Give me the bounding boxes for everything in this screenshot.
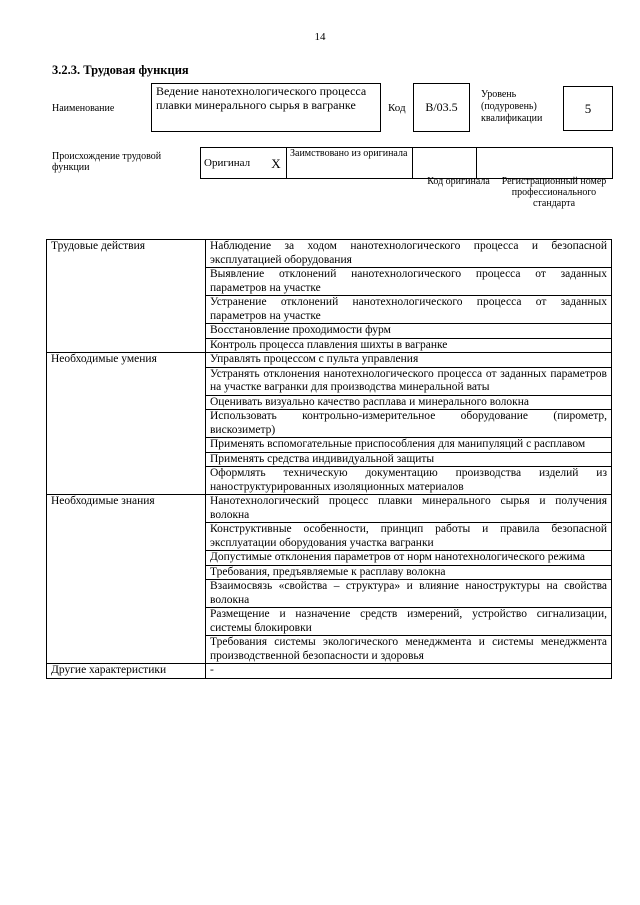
table-cell-item: Устранять отклонения нанотехнологического процесса от заданных параметров на участке вагранки для производства минеральной ваты [206,367,612,395]
origin-label: Происхождение трудовой функции [52,151,162,173]
category-label: Трудовые действия [47,240,206,268]
table-cell-item: Взаимосвязь «свойства – структура» и влияние наноструктуры на свойства волокна [206,580,612,608]
table-row [47,353,612,368]
table-cell-item: Оформлять техническую документацию производства изделий из наноструктурированных изоляционных материалов [206,467,612,495]
category-cell-continuation [47,523,206,551]
category-label: Необходимые знания [47,495,206,523]
table-row [47,664,612,679]
table-cell-item: Оценивать визуально качество расплава и минерального волокна [206,395,612,410]
category-cell-continuation [47,551,206,566]
table-cell-item: Применять средства индивидуальной защиты [206,452,612,467]
table-row [47,367,612,395]
category-cell-continuation [47,395,206,410]
category-cell-continuation [47,268,206,296]
table-cell-item: Контроль процесса плавления шихты в вагранке [206,338,612,353]
table-row [47,551,612,566]
table-row [47,324,612,339]
original-label: Оригинал [201,148,267,179]
category-cell-continuation [47,324,206,339]
table-row [47,565,612,580]
section-title: 3.2.3. Трудовая функция [52,63,189,77]
table-cell-item: Устранение отклонений нанотехнологического процесса от заданных параметров на участке [206,296,612,324]
table-row [47,452,612,467]
category-cell-continuation [47,367,206,395]
table-row [47,268,612,296]
table-cell-item: Требования системы экологического менеджмента и системы менеджмента производственной безопасности и здоровья [206,636,612,664]
category-label: Необходимые умения [47,353,206,368]
function-name-box: Ведение нанотехнологического процесса плавки минерального сырья в вагранке [151,83,381,132]
table-row [47,467,612,495]
table-cell-item: Нанотехнологический процесс плавки минерального сырья и получения волокна [206,495,612,523]
table-cell-item: Использовать контрольно-измерительное оборудование (пирометр, вискозиметр) [206,410,612,438]
table-cell-item: Наблюдение за ходом нанотехнологического процесса и безопасной эксплуатацией оборудования [206,240,612,268]
reg-number-caption: Регистрационный номер профессионального стандарта [501,176,607,209]
table-row [47,410,612,438]
category-cell-continuation [47,565,206,580]
table-row [47,580,612,608]
category-cell-continuation [47,452,206,467]
table-cell-item: Управлять процессом с пульта управления [206,353,612,368]
code-label: Код [388,102,406,114]
table-row [47,495,612,523]
table-cell-item: Размещение и назначение средств измерений, устройство сигнализации, системы блокировки [206,608,612,636]
table-row [47,395,612,410]
original-mark: X [266,148,287,179]
category-label: Другие характеристики [47,664,206,679]
code-box: В/03.5 [413,83,470,132]
table-row [47,523,612,551]
category-cell-continuation [47,296,206,324]
function-details-table [46,239,612,679]
table-cell-item: - [206,664,612,679]
table-row [47,636,612,664]
table-row [47,296,612,324]
name-label: Наименование [52,103,115,114]
category-cell-continuation [47,438,206,453]
table-cell-item: Требования, предъявляемые к расплаву волокна [206,565,612,580]
page-number: 14 [314,31,326,43]
table-row [47,240,612,268]
code-original-cell [413,148,477,179]
category-cell-continuation [47,636,206,664]
table-cell-item: Выявление отклонений нанотехнологического процесса от заданных параметров на участке [206,268,612,296]
table-cell-item: Применять вспомогательные приспособления для манипуляций с расплавом [206,438,612,453]
origin-table [200,147,613,179]
table-row [47,438,612,453]
level-label: Уровень (подуровень) квалификации [481,89,543,124]
table-cell-item: Допустимые отклонения параметров от норм нанотехнологического режима [206,551,612,566]
category-cell-continuation [47,608,206,636]
borrowed-label: Заимствовано из оригинала [287,148,413,179]
level-box: 5 [563,86,613,131]
table-row [47,608,612,636]
category-cell-continuation [47,410,206,438]
reg-number-cell [477,148,613,179]
category-cell-continuation [47,338,206,353]
category-cell-continuation [47,580,206,608]
table-cell-item: Восстановление проходимости фурм [206,324,612,339]
table-row [47,338,612,353]
code-original-caption: Код оригинала [427,176,490,187]
table-cell-item: Конструктивные особенности, принцип работы и правила безопасной эксплуатации оборудования участка вагранки [206,523,612,551]
category-cell-continuation [47,467,206,495]
